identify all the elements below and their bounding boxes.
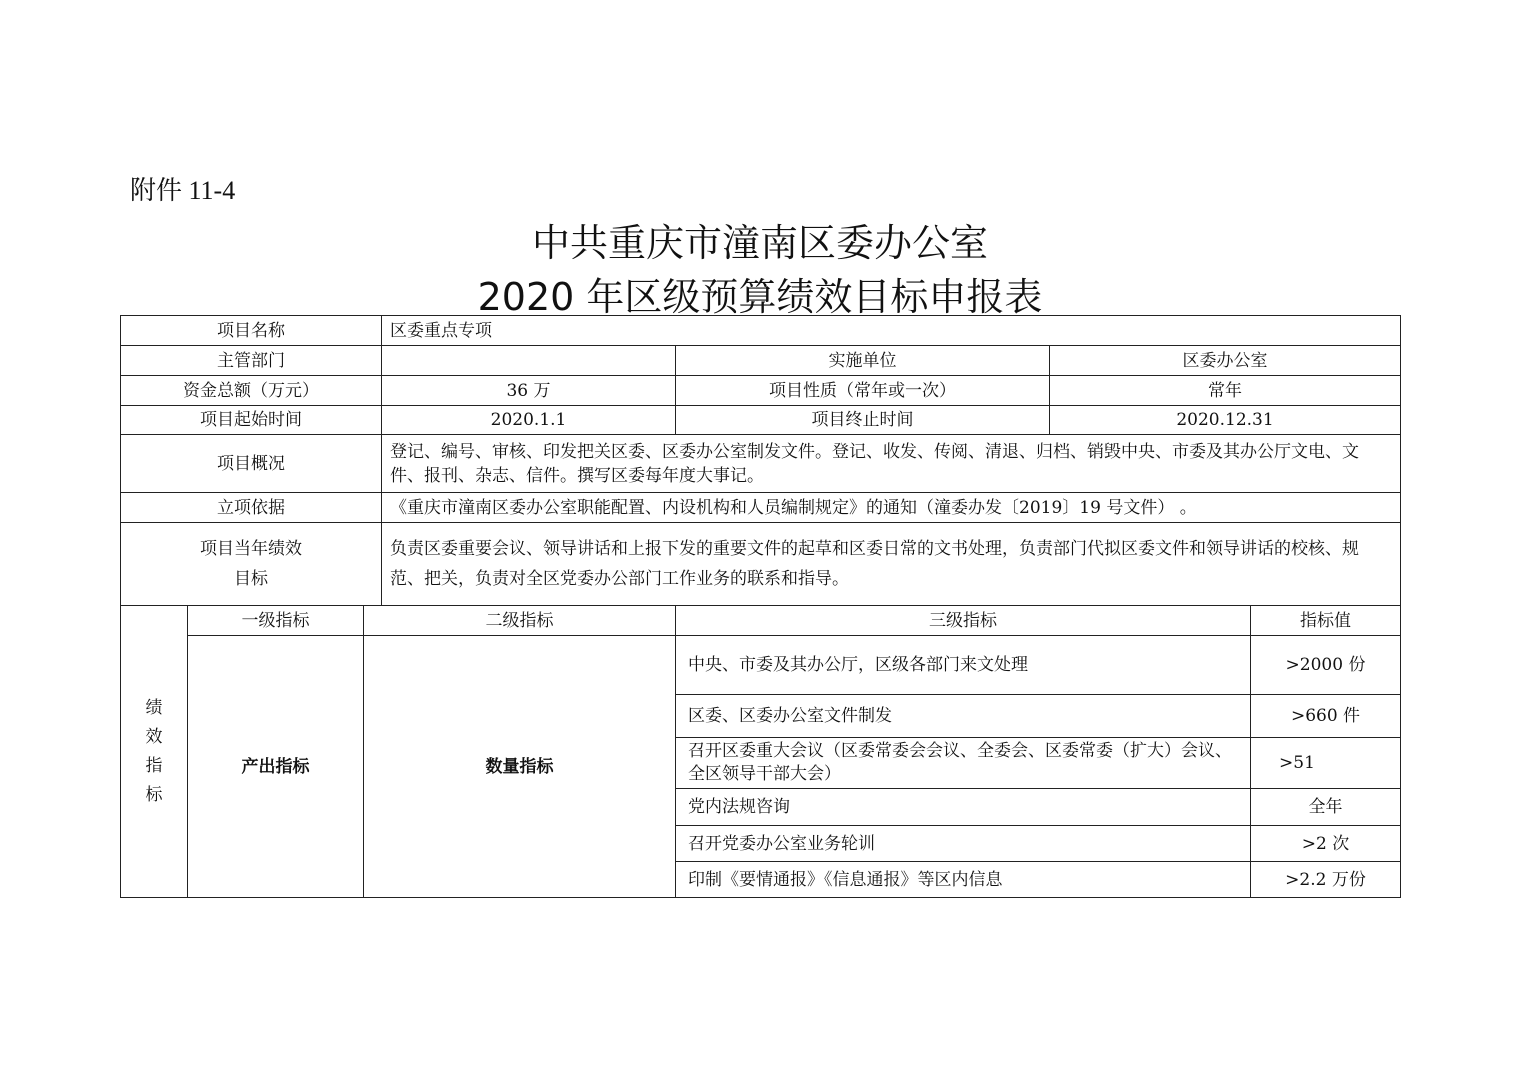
level3-indicator: 中央、市委及其办公厅，区级各部门来文处理 — [676, 636, 1251, 695]
side-char: 绩 — [145, 697, 163, 718]
basis-label: 立项依据 — [121, 493, 382, 523]
indicator-value: >51 — [1251, 738, 1401, 789]
start-label: 项目起始时间 — [121, 406, 382, 435]
indicator-value: >660 件 — [1251, 695, 1401, 738]
indicator-value: >2000 份 — [1251, 636, 1401, 695]
side-char: 指 — [145, 755, 163, 776]
level3-indicator: 召开区委重大会议（区委常委会会议、全委会、区委常委（扩大）会议、全区领导干部大会） — [676, 738, 1251, 789]
header-value: 指标值 — [1251, 606, 1401, 636]
level3-indicator: 召开党委办公室业务轮训 — [676, 826, 1251, 862]
funds-value: 36 万 — [382, 376, 676, 406]
goal-value: 负责区委重要会议、领导讲话和上报下发的重要文件的起草和区委日常的文书处理，负责部门代拟区委文件和领导讲话的校核、规范、把关，负责对全区党委办公部门工作业务的联系和指导。 — [382, 523, 1401, 606]
level3-indicator: 区委、区委办公室文件制发 — [676, 695, 1251, 738]
dept-label: 主管部门 — [121, 346, 382, 376]
level1-indicator: 产出指标 — [188, 636, 364, 898]
indicator-value: >2 次 — [1251, 826, 1401, 862]
project-name-label: 项目名称 — [121, 316, 382, 346]
overview-value: 登记、编号、审核、印发把关区委、区委办公室制发文件。登记、收发、传阅、清退、归档、销毁中央、市委及其办公厅文电、文件、报刊、杂志、信件。撰写区委每年度大事记。 — [382, 435, 1401, 493]
end-value: 2020.12.31 — [1050, 406, 1401, 435]
header-level1: 一级指标 — [188, 606, 364, 636]
project-name-value: 区委重点专项 — [382, 316, 1401, 346]
title-line-1: 中共重庆市潼南区委办公室 — [531, 221, 988, 265]
dept-value — [382, 346, 676, 376]
title-line-2: 2020 年区级预算绩效目标申报表 — [477, 275, 1043, 319]
header-level3: 三级指标 — [676, 606, 1251, 636]
goal-label-line-2: 目标 — [234, 569, 268, 589]
indicator-value: 全年 — [1251, 789, 1401, 826]
end-label: 项目终止时间 — [676, 406, 1050, 435]
impl-value: 区委办公室 — [1050, 346, 1401, 376]
goal-label-line-1: 项目当年绩效 — [200, 539, 302, 559]
goal-label — [121, 523, 382, 606]
side-char: 效 — [145, 726, 163, 747]
indicator-value: >2.2 万份 — [1251, 862, 1401, 898]
side-char: 标 — [145, 784, 163, 805]
attachment-label: 附件 11-4 — [130, 176, 236, 205]
performance-table — [120, 315, 1401, 898]
basis-value: 《重庆市潼南区委办公室职能配置、内设机构和人员编制规定》的通知（潼委办发〔2019〕19 号文件） 。 — [382, 493, 1401, 523]
funds-label: 资金总额（万元） — [121, 376, 382, 406]
performance-indicator-side-label — [121, 606, 188, 898]
header-level2: 二级指标 — [364, 606, 676, 636]
start-value: 2020.1.1 — [382, 406, 676, 435]
overview-label: 项目概况 — [121, 435, 382, 493]
impl-label: 实施单位 — [676, 346, 1050, 376]
nature-value: 常年 — [1050, 376, 1401, 406]
nature-label: 项目性质（常年或一次） — [676, 376, 1050, 406]
level2-indicator: 数量指标 — [364, 636, 676, 898]
level3-indicator: 印制《要情通报》《信息通报》等区内信息 — [676, 862, 1251, 898]
level3-indicator: 党内法规咨询 — [676, 789, 1251, 826]
